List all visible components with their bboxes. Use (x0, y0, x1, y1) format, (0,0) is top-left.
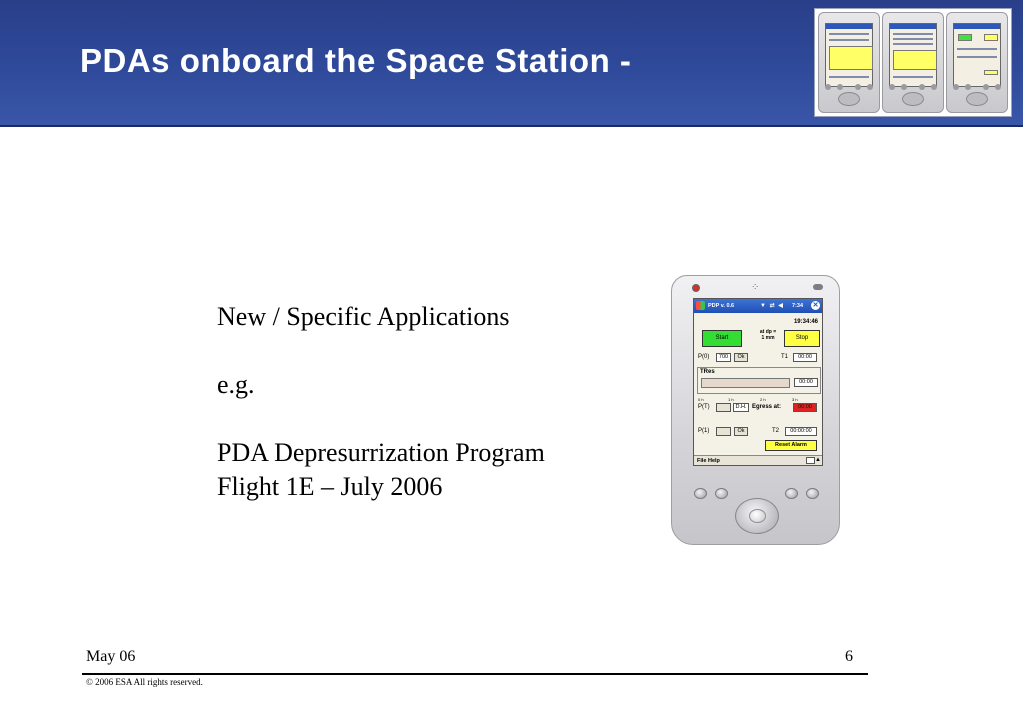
status-time: 7:34 (792, 303, 804, 309)
p0-ok-button[interactable]: Ok (734, 353, 748, 362)
dpad-icon (838, 92, 860, 106)
p1-input[interactable] (716, 427, 731, 436)
pda-thumbnail-strip (814, 8, 1012, 117)
tres-label: TRes (700, 369, 715, 375)
tres-progress-bar (701, 378, 790, 388)
body-line-eg: e.g. (217, 370, 255, 399)
p0-label: P(0) (698, 354, 710, 360)
dpad-icon[interactable] (735, 498, 779, 534)
menu-file-help[interactable]: File Help (697, 458, 720, 464)
dpad-center-icon[interactable] (749, 509, 766, 523)
egress-label: Egress at: (752, 404, 782, 410)
brand-logo-icon (692, 284, 700, 292)
body-line-program: PDA Depresurrization Program (217, 438, 545, 467)
header-banner (0, 0, 1023, 127)
start-button[interactable]: Start (702, 330, 742, 347)
tres-group (697, 367, 821, 394)
body-line-applications: New / Specific Applications (217, 302, 510, 331)
footer-copyright: © 2006 ESA All rights reserved. (86, 677, 203, 687)
keyboard-icon[interactable] (806, 457, 815, 464)
pda-thumbnail (818, 12, 880, 113)
at-dp-label: at dp = 1 mm (759, 329, 777, 341)
slide-body-text (217, 300, 647, 504)
pda-image (667, 271, 844, 549)
pda-thumbnail (946, 12, 1008, 113)
pda-menu-bar (694, 455, 822, 465)
dh-field: D.H. (733, 403, 749, 412)
pda-screen (693, 298, 823, 466)
p0-input[interactable]: 700 (716, 353, 731, 362)
scale-3: 3 h (792, 397, 798, 402)
input-arrow-icon[interactable]: ▲ (815, 457, 821, 463)
stop-button[interactable]: Stop (784, 330, 820, 347)
pda-title-bar (694, 299, 822, 313)
scale-1: 1 h (728, 397, 734, 402)
p0-row (698, 353, 820, 363)
dpad-icon (966, 92, 988, 106)
p1-label: P(1) (698, 428, 710, 434)
t2-value: 00:00:00 (785, 427, 817, 436)
t2-label: T2 (772, 428, 780, 434)
t1-value: 00:00 (793, 353, 817, 362)
scale-2: 2 h (760, 397, 766, 402)
p1-row (698, 427, 822, 437)
windows-start-icon[interactable] (696, 301, 705, 310)
pda-thumbnail-screen (889, 23, 937, 87)
dpad-icon (902, 92, 924, 106)
led-indicator-icon (813, 284, 823, 290)
close-icon[interactable]: ✕ (812, 302, 819, 309)
footer-date: May 06 (86, 648, 136, 665)
pda-thumbnail-screen (825, 23, 873, 87)
inbox-button-icon[interactable] (785, 488, 798, 499)
page-title: PDAs onboard the Space Station - (80, 42, 632, 79)
ir-sensor-icon: ⁘ (751, 282, 760, 293)
home-button-icon[interactable] (806, 488, 819, 499)
pt-input[interactable] (716, 403, 731, 412)
pda-thumbnail-screen (953, 23, 1001, 87)
p1-ok-button[interactable]: Ok (734, 427, 748, 436)
body-line-flight: Flight 1E – July 2006 (217, 472, 443, 501)
pda-app-title: PDP v. 0.6 (708, 303, 735, 309)
tres-value: 00:00 (794, 378, 818, 387)
reset-alarm-button[interactable]: Reset Alarm (765, 440, 817, 451)
pda-thumbnail (882, 12, 944, 113)
egress-value: 00:00 (793, 403, 817, 412)
pt-label: P(T) (698, 404, 710, 410)
contacts-button-icon[interactable] (715, 488, 728, 499)
calendar-button-icon[interactable] (694, 488, 707, 499)
status-icons: ▼ ⇄ ◀ (760, 303, 784, 309)
pda-device (671, 275, 840, 545)
t1-label: T1 (781, 354, 789, 360)
scale-0: 0 h (698, 397, 704, 402)
footer-page-number: 6 (845, 648, 853, 665)
footer-divider (82, 673, 868, 675)
pt-row (698, 403, 822, 413)
pda-clock: 19:34:46 (793, 319, 818, 325)
